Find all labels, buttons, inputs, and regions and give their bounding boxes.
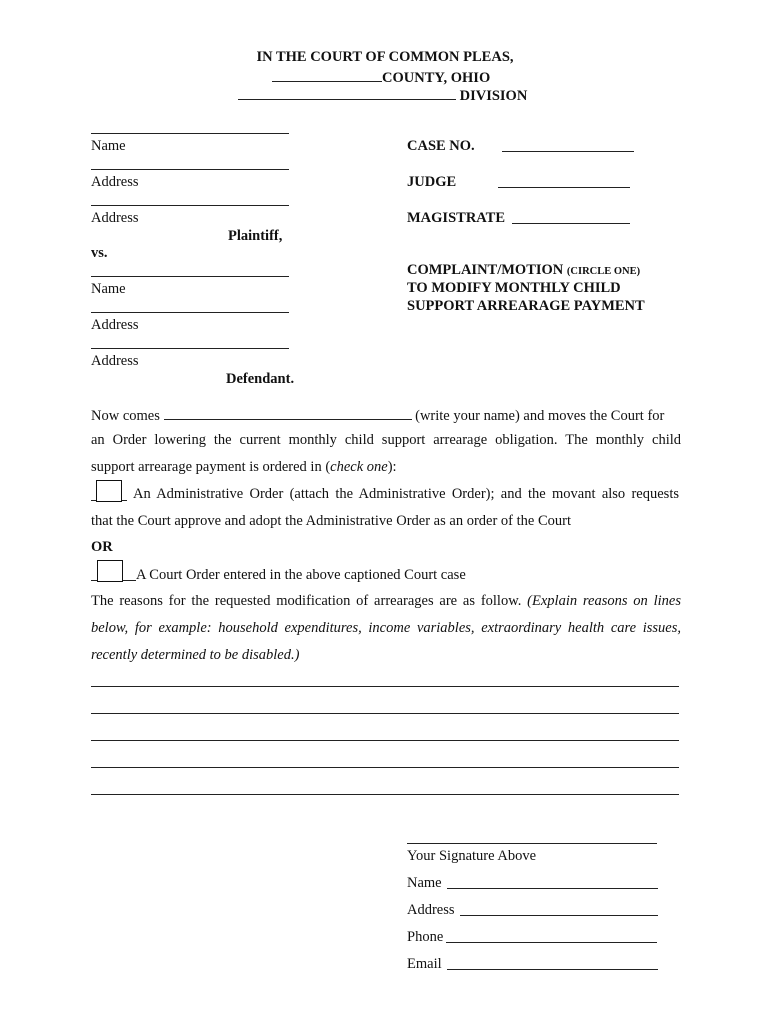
option2-text: A Court Order entered in the above captioned Court case xyxy=(136,567,466,583)
reason-line-2[interactable] xyxy=(91,713,679,714)
movant-name-field[interactable] xyxy=(164,405,412,420)
reason-line-5[interactable] xyxy=(91,794,679,795)
plaintiff-address1-line[interactable] xyxy=(91,169,289,170)
paragraph-line2: an Order lowering the current monthly child support arrearage obligation. The monthly child xyxy=(91,432,681,448)
defendant-role: Defendant. xyxy=(226,371,295,387)
check-one-note: check one xyxy=(330,459,388,475)
magistrate-label: MAGISTRATE xyxy=(407,210,506,226)
defendant-name-line[interactable] xyxy=(91,276,289,277)
defendant-address2-label: Address xyxy=(91,353,139,369)
defendant-address1-line[interactable] xyxy=(91,312,289,313)
signature-label: Your Signature Above xyxy=(407,848,537,864)
plaintiff-name-label: Name xyxy=(91,138,126,154)
motion-title-line1 xyxy=(407,262,640,279)
signer-address-field[interactable] xyxy=(460,915,658,916)
case-no-label: CASE NO. xyxy=(407,138,475,154)
defendant-name-label: Name xyxy=(91,281,126,297)
motion-title-line3: SUPPORT ARREARAGE PAYMENT xyxy=(407,298,645,314)
reason-line-3[interactable] xyxy=(91,740,679,741)
reasons-line3: recently determined to be disabled.) xyxy=(91,647,300,663)
defendant-address2-line[interactable] xyxy=(91,348,289,349)
judge-label: JUDGE xyxy=(407,174,457,190)
county-label: COUNTY, OHIO xyxy=(382,70,491,86)
write-name-text: (write your name) and moves the Court for xyxy=(415,408,665,424)
signer-phone-field[interactable] xyxy=(446,942,657,943)
defendant-address1-label: Address xyxy=(91,317,139,333)
signer-email-label: Email xyxy=(407,956,442,972)
paragraph-line3-a: support arrearage payment is ordered in ( xyxy=(91,459,331,475)
signer-address-label: Address xyxy=(407,902,455,918)
court-order-checkbox[interactable] xyxy=(97,560,123,582)
versus-label: vs. xyxy=(91,245,108,261)
paragraph-line3 xyxy=(91,459,397,476)
plaintiff-address2-label: Address xyxy=(91,210,139,226)
signer-name-label: Name xyxy=(407,875,442,891)
option1-text: An Administrative Order (attach the Administrative Order); and the movant also requests xyxy=(133,486,679,502)
magistrate-field[interactable] xyxy=(512,223,630,224)
plaintiff-address2-line[interactable] xyxy=(91,205,289,206)
reasons-intro: The reasons for the requested modification of arrearages are as follow. xyxy=(91,593,522,609)
motion-title-line2: TO MODIFY MONTHLY CHILD xyxy=(407,280,621,296)
case-no-field[interactable] xyxy=(502,151,634,152)
signer-email-field[interactable] xyxy=(447,969,658,970)
plaintiff-name-line[interactable] xyxy=(91,133,289,134)
option1-text-line2: that the Court approve and adopt the Administrative Order as an order of the Court xyxy=(91,513,571,529)
now-comes-text: Now comes xyxy=(91,408,160,424)
paragraph-line3-c: ): xyxy=(387,459,397,475)
division-label: DIVISION xyxy=(456,88,528,104)
county-blank[interactable] xyxy=(272,67,382,82)
reason-line-1[interactable] xyxy=(91,686,679,687)
division-blank[interactable] xyxy=(238,85,456,100)
plaintiff-role: Plaintiff, xyxy=(228,228,283,244)
circle-one-note: (CIRCLE ONE) xyxy=(566,266,641,277)
plaintiff-address1-label: Address xyxy=(91,174,139,190)
signer-phone-label: Phone xyxy=(407,929,444,945)
reasons-line2: below, for example: household expenditures, income variables, extraordinary health care issues, xyxy=(91,620,681,636)
motion-title-main: COMPLAINT/MOTION xyxy=(407,262,564,278)
court-heading: IN THE COURT OF COMMON PLEAS, xyxy=(256,49,514,65)
reasons-instruction: (Explain reasons on lines xyxy=(527,593,681,609)
administrative-order-checkbox[interactable] xyxy=(96,480,122,502)
division-line xyxy=(238,85,527,105)
reasons-line1 xyxy=(91,593,681,610)
judge-field[interactable] xyxy=(498,187,630,188)
county-line xyxy=(272,67,490,87)
signature-field[interactable] xyxy=(407,843,657,844)
reason-line-4[interactable] xyxy=(91,767,679,768)
signer-name-field[interactable] xyxy=(447,888,658,889)
now-comes-line xyxy=(91,405,664,425)
or-label: OR xyxy=(91,539,113,555)
